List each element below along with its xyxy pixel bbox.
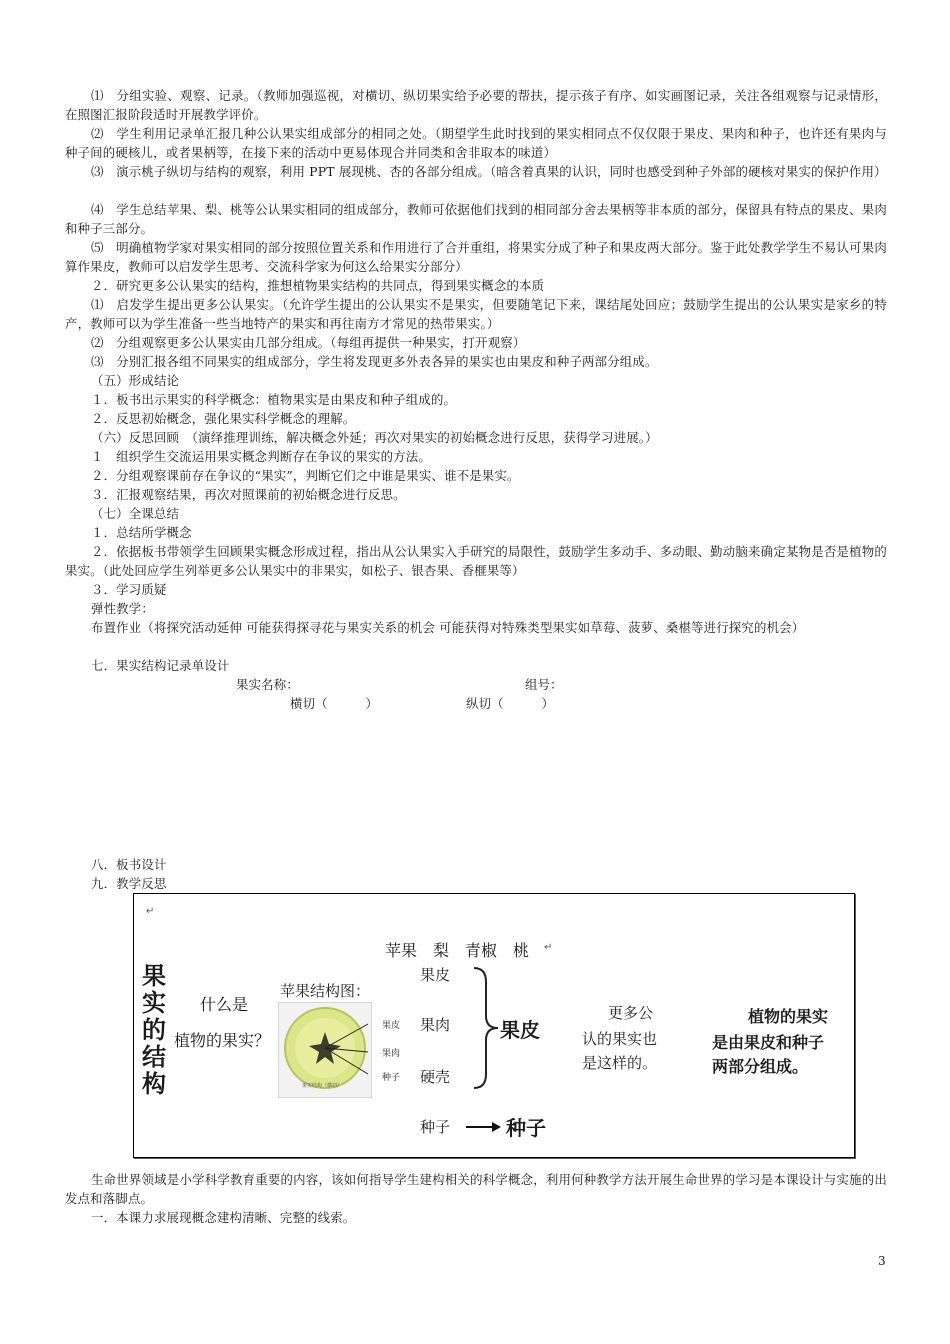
apple-image-caption: 果实结构（横切）: [302, 1083, 343, 1089]
paragraph-closing-2: 一．本课力求展现概念建构清晰、完整的线索。: [91, 1210, 356, 1225]
paragraph-closing-1: 生命世界领域是小学科学教育重要的内容，该如何指导学生建构相关的科学概念，利用何种教学方法开展生命世界的学习是本课设计与实施的出发点和落脚点。: [65, 1172, 887, 1206]
board-seed-small: 种子: [420, 1118, 451, 1136]
paragraph-step-2: ⑵ 学生利用记录单汇报几种公认果实组成部分的相同之处。（期望学生此时找到的果实相同点不仅仅限于果皮、果肉和种子，也许还有果肉与种子间的硬核儿，或者果柄等，在接下来的活动中更易体现合并同类和舍非取本的味道）: [65, 126, 887, 160]
board-more-fruits-line-3: 是这样的。: [582, 1054, 658, 1072]
board-part-peel: 果皮: [420, 966, 451, 984]
board-question-line-1: 什么是: [200, 995, 249, 1014]
record-form-name-label: 果实名称：: [236, 677, 299, 692]
paragraph-summary-1: １．总结所学概念: [91, 525, 192, 540]
board-vertical-title: 果实的结构: [142, 961, 166, 1098]
diagram-label-flesh: 果肉: [382, 1049, 401, 1059]
diagram-label-seed: 种子: [382, 1073, 401, 1083]
paragraph-research-heading: ２．研究更多公认果实的结构，推想植物果实结构的共同点，得到果实概念的本质: [91, 278, 545, 293]
paragraph-homework: 布置作业（将探究活动延伸 可能获得探寻花与果实关系的机会 可能获得对特殊类型果实如草莓、菠萝、桑椹等进行探究的机会）: [91, 620, 805, 635]
board-conclusion-line-3: 两部分组成。: [712, 1057, 809, 1076]
section-teaching-reflection-heading: 九．教学反思: [91, 876, 167, 891]
paragraph-step-4: ⑷ 学生总结苹果、梨、桃等公认果实相同的组成部分，教师可依据他们找到的相同部分舍去果柄等非本质的部分，保留具有特点的果皮、果肉和种子三部分。: [65, 202, 887, 236]
board-conclusion-line-1: 植物的果实: [748, 1007, 829, 1026]
paragraph-reflection-2: ２．分组观察课前存在争议的“果实”，判断它们之中谁是果实、谁不是果实。: [91, 468, 520, 483]
arrow-right-icon: [464, 1120, 502, 1134]
paragraph-research-3: ⑶ 分别汇报各组不同果实的组成部分，学生将发现更多外表各异的果实也由果皮和种子两部分组成。: [91, 354, 658, 369]
section-conclusion-heading: （五）形成结论: [91, 373, 180, 388]
paragraph-step-5: ⑸ 明确植物学家对果实相同的部分按照位置关系和作用进行了合并重组，将果实分成了种子和果皮两大部分。鉴于此处教学学生不易认可果肉算作果皮，教师可以启发学生思考、交流科学家为何这么给果实分部分）: [65, 240, 887, 274]
record-form-long-label: 纵切（ ）: [466, 696, 555, 711]
paragraph-conclusion-2: ２．反思初始概念，强化果实科学概念的理解。: [91, 411, 356, 426]
board-pericarp-label: 果皮: [500, 1018, 540, 1042]
paragraph-summary-2: ２．依据板书带领学生回顾果实概念形成过程，指出从公认果实入手研究的局限性，鼓励学生多动手、多动眼、勤动脑来确定某物是否是植物的果实。（此处回应学生列举更多公认果实中的非果实，如松子、银杏果、香榧果等）: [65, 544, 887, 578]
paragraph-mark: ↵: [146, 906, 155, 917]
paragraph-reflection-3: ３．汇报观察结果，再次对照课前的初始概念进行反思。: [91, 487, 406, 502]
board-diagram-title: 苹果结构图：: [280, 982, 371, 1000]
paragraph-mark: ↵: [544, 942, 553, 953]
paragraph-step-3: ⑶ 演示桃子纵切与结构的观察，利用 PPT 展现桃、杏的各部分组成。（暗含着真果的认识，同时也感受到种子外部的硬核对果实的保护作用）: [91, 164, 887, 179]
paragraph-research-1: ⑴ 启发学生提出更多公认果实。（允许学生提出的公认果实不是果实，但要随笔记下来，课结尾处回应；鼓励学生提出的公认果实是家乡的特产，教师可以为学生准备一些当地特产的果实和再往南方才常见的热带果实。）: [65, 297, 887, 331]
paragraph-research-2: ⑵ 分组观察更多公认果实由几部分组成。（每组再提供一种果实，打开观察）: [91, 335, 526, 350]
paragraph-flex-teaching: 弹性教学：: [91, 601, 154, 616]
diagram-label-peel: 果皮: [382, 1021, 401, 1031]
grouping-brace-icon: [470, 966, 504, 1090]
record-form-group-label: 组号：: [525, 677, 563, 692]
section-board-design-heading: 八．板书设计: [91, 857, 167, 872]
paragraph-summary-3: ３．学习质疑: [91, 582, 167, 597]
paragraph-reflection-1: １ 组织学生交流运用果实概念判断存在争议的果实的方法。: [91, 449, 431, 464]
paragraph-step-1: ⑴ 分组实验、观察、记录。（教师加强巡视，对横切、纵切果实给予必要的帮扶，提示孩子有序、如实画图记录，关注各组观察与记录情形，在照图汇报阶段适时开展教学评价。: [65, 88, 887, 122]
record-form-cross-label: 横切（ ）: [290, 696, 379, 711]
board-fruit-list: 苹果 梨 青椒 桃: [385, 941, 530, 960]
board-more-fruits-line-1: 更多公: [608, 1004, 654, 1022]
board-seed-big: 种子: [506, 1116, 546, 1140]
section-summary-heading: （七）全课总结: [91, 506, 180, 521]
board-conclusion-line-2: 是由果皮和种子: [712, 1033, 825, 1052]
section-reflection-heading: （六）反思回顾 （演绎推理训练，解决概念外延；再次对果实的初始概念进行反思，获得学习进展。）: [91, 430, 658, 445]
board-question-line-2: 植物的果实？: [174, 1031, 271, 1050]
board-part-flesh: 果肉: [420, 1016, 451, 1034]
page-number: 3: [878, 1254, 886, 1268]
section-record-form-heading: 七．果实结构记录单设计: [91, 658, 230, 673]
board-more-fruits-line-2: 认的果实也: [582, 1030, 658, 1048]
paragraph-conclusion-1: １．板书出示果实的科学概念：植物果实是由果皮和种子组成的。: [91, 392, 457, 407]
board-part-shell: 硬壳: [420, 1068, 451, 1086]
board-design-figure: [133, 893, 855, 1158]
